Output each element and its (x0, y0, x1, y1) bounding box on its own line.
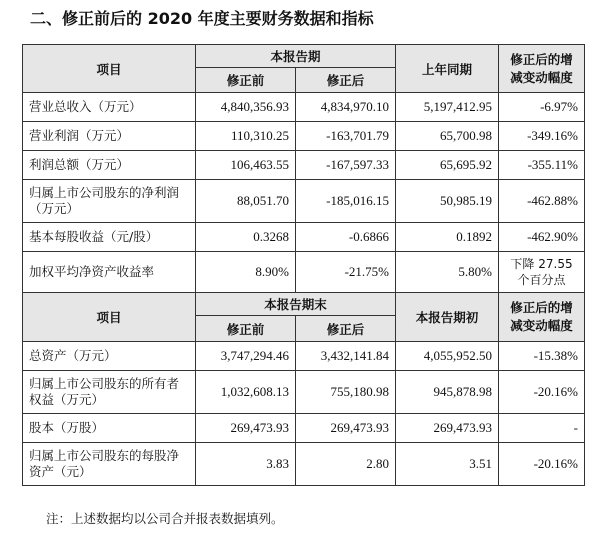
cell-before: 3.83 (196, 443, 296, 486)
footnote: 注：上述数据均以公司合并报表数据填列。 (46, 511, 284, 526)
cell-prior: 5,197,412.95 (396, 93, 499, 122)
row-label: 归属上市公司股东的净利润（万元） (23, 180, 196, 223)
cell-before: 3,747,294.46 (196, 342, 296, 371)
header-change: 修正后的增减变动幅度 (499, 293, 585, 342)
cell-after: 3,432,141.84 (296, 342, 396, 371)
row-label: 基本每股收益（元/股） (23, 223, 196, 252)
row-label: 营业利润（万元） (23, 122, 196, 151)
cell-change: -20.16% (499, 443, 585, 486)
header-before: 修正前 (196, 68, 296, 93)
cell-after: -0.6866 (296, 223, 396, 252)
financial-table (22, 44, 585, 486)
header-item: 项目 (23, 45, 196, 93)
row-label: 利润总额（万元） (23, 151, 196, 180)
cell-prior: 0.1892 (396, 223, 499, 252)
cell-before: 0.3268 (196, 223, 296, 252)
header-after: 修正后 (296, 68, 396, 93)
cell-change: -20.16% (499, 371, 585, 414)
cell-after: -167,597.33 (296, 151, 396, 180)
row-label: 归属上市公司股东的每股净资产（元） (23, 443, 196, 486)
cell-before: 1,032,608.13 (196, 371, 296, 414)
cell-change: -15.38% (499, 342, 585, 371)
cell-after: -21.75% (296, 252, 396, 293)
table-row (23, 180, 585, 223)
header-change: 修正后的增减变动幅度 (499, 45, 585, 93)
table-row (23, 342, 585, 371)
cell-change: - (499, 414, 585, 443)
cell-prior: 4,055,952.50 (396, 342, 499, 371)
section-title: 二、修正前后的 2020 年度主要财务数据和指标 (30, 9, 374, 28)
cell-prior: 945,878.98 (396, 371, 499, 414)
table-row (23, 414, 585, 443)
cell-after: -185,016.15 (296, 180, 396, 223)
header-period: 本报告期末 (196, 293, 396, 316)
header-prior: 本报告期初 (396, 293, 499, 342)
cell-before: 4,840,356.93 (196, 93, 296, 122)
cell-prior: 50,985.19 (396, 180, 499, 223)
cell-after: 4,834,970.10 (296, 93, 396, 122)
table-row (23, 151, 585, 180)
table-row (23, 93, 585, 122)
row-label: 总资产（万元） (23, 342, 196, 371)
table-row (23, 122, 585, 151)
header-row-3 (23, 293, 585, 316)
cell-change: 下降 27.55 个百分点 (499, 252, 585, 293)
row-label: 归属上市公司股东的所有者权益（万元） (23, 371, 196, 414)
row-label: 股本（万股） (23, 414, 196, 443)
cell-change: -349.16% (499, 122, 585, 151)
header-after: 修正后 (296, 316, 396, 342)
header-before: 修正前 (196, 316, 296, 342)
table-row (23, 371, 585, 414)
header-row-1 (23, 45, 585, 68)
cell-prior: 269,473.93 (396, 414, 499, 443)
cell-before: 8.90% (196, 252, 296, 293)
cell-change: -6.97% (499, 93, 585, 122)
cell-change: -462.90% (499, 223, 585, 252)
cell-prior: 65,695.92 (396, 151, 499, 180)
cell-prior: 5.80% (396, 252, 499, 293)
cell-after: 755,180.98 (296, 371, 396, 414)
cell-before: 110,310.25 (196, 122, 296, 151)
table-row (23, 443, 585, 486)
header-prior: 上年同期 (396, 45, 499, 93)
row-label: 加权平均净资产收益率 (23, 252, 196, 293)
cell-after: 2.80 (296, 443, 396, 486)
cell-change: -462.88% (499, 180, 585, 223)
header-item: 项目 (23, 293, 196, 342)
cell-after: -163,701.79 (296, 122, 396, 151)
cell-before: 269,473.93 (196, 414, 296, 443)
cell-change: -355.11% (499, 151, 585, 180)
header-period: 本报告期 (196, 45, 396, 68)
row-label: 营业总收入（万元） (23, 93, 196, 122)
table-row (23, 252, 585, 293)
cell-prior: 65,700.98 (396, 122, 499, 151)
cell-before: 88,051.70 (196, 180, 296, 223)
cell-before: 106,463.55 (196, 151, 296, 180)
cell-after: 269,473.93 (296, 414, 396, 443)
table-row (23, 223, 585, 252)
cell-prior: 3.51 (396, 443, 499, 486)
